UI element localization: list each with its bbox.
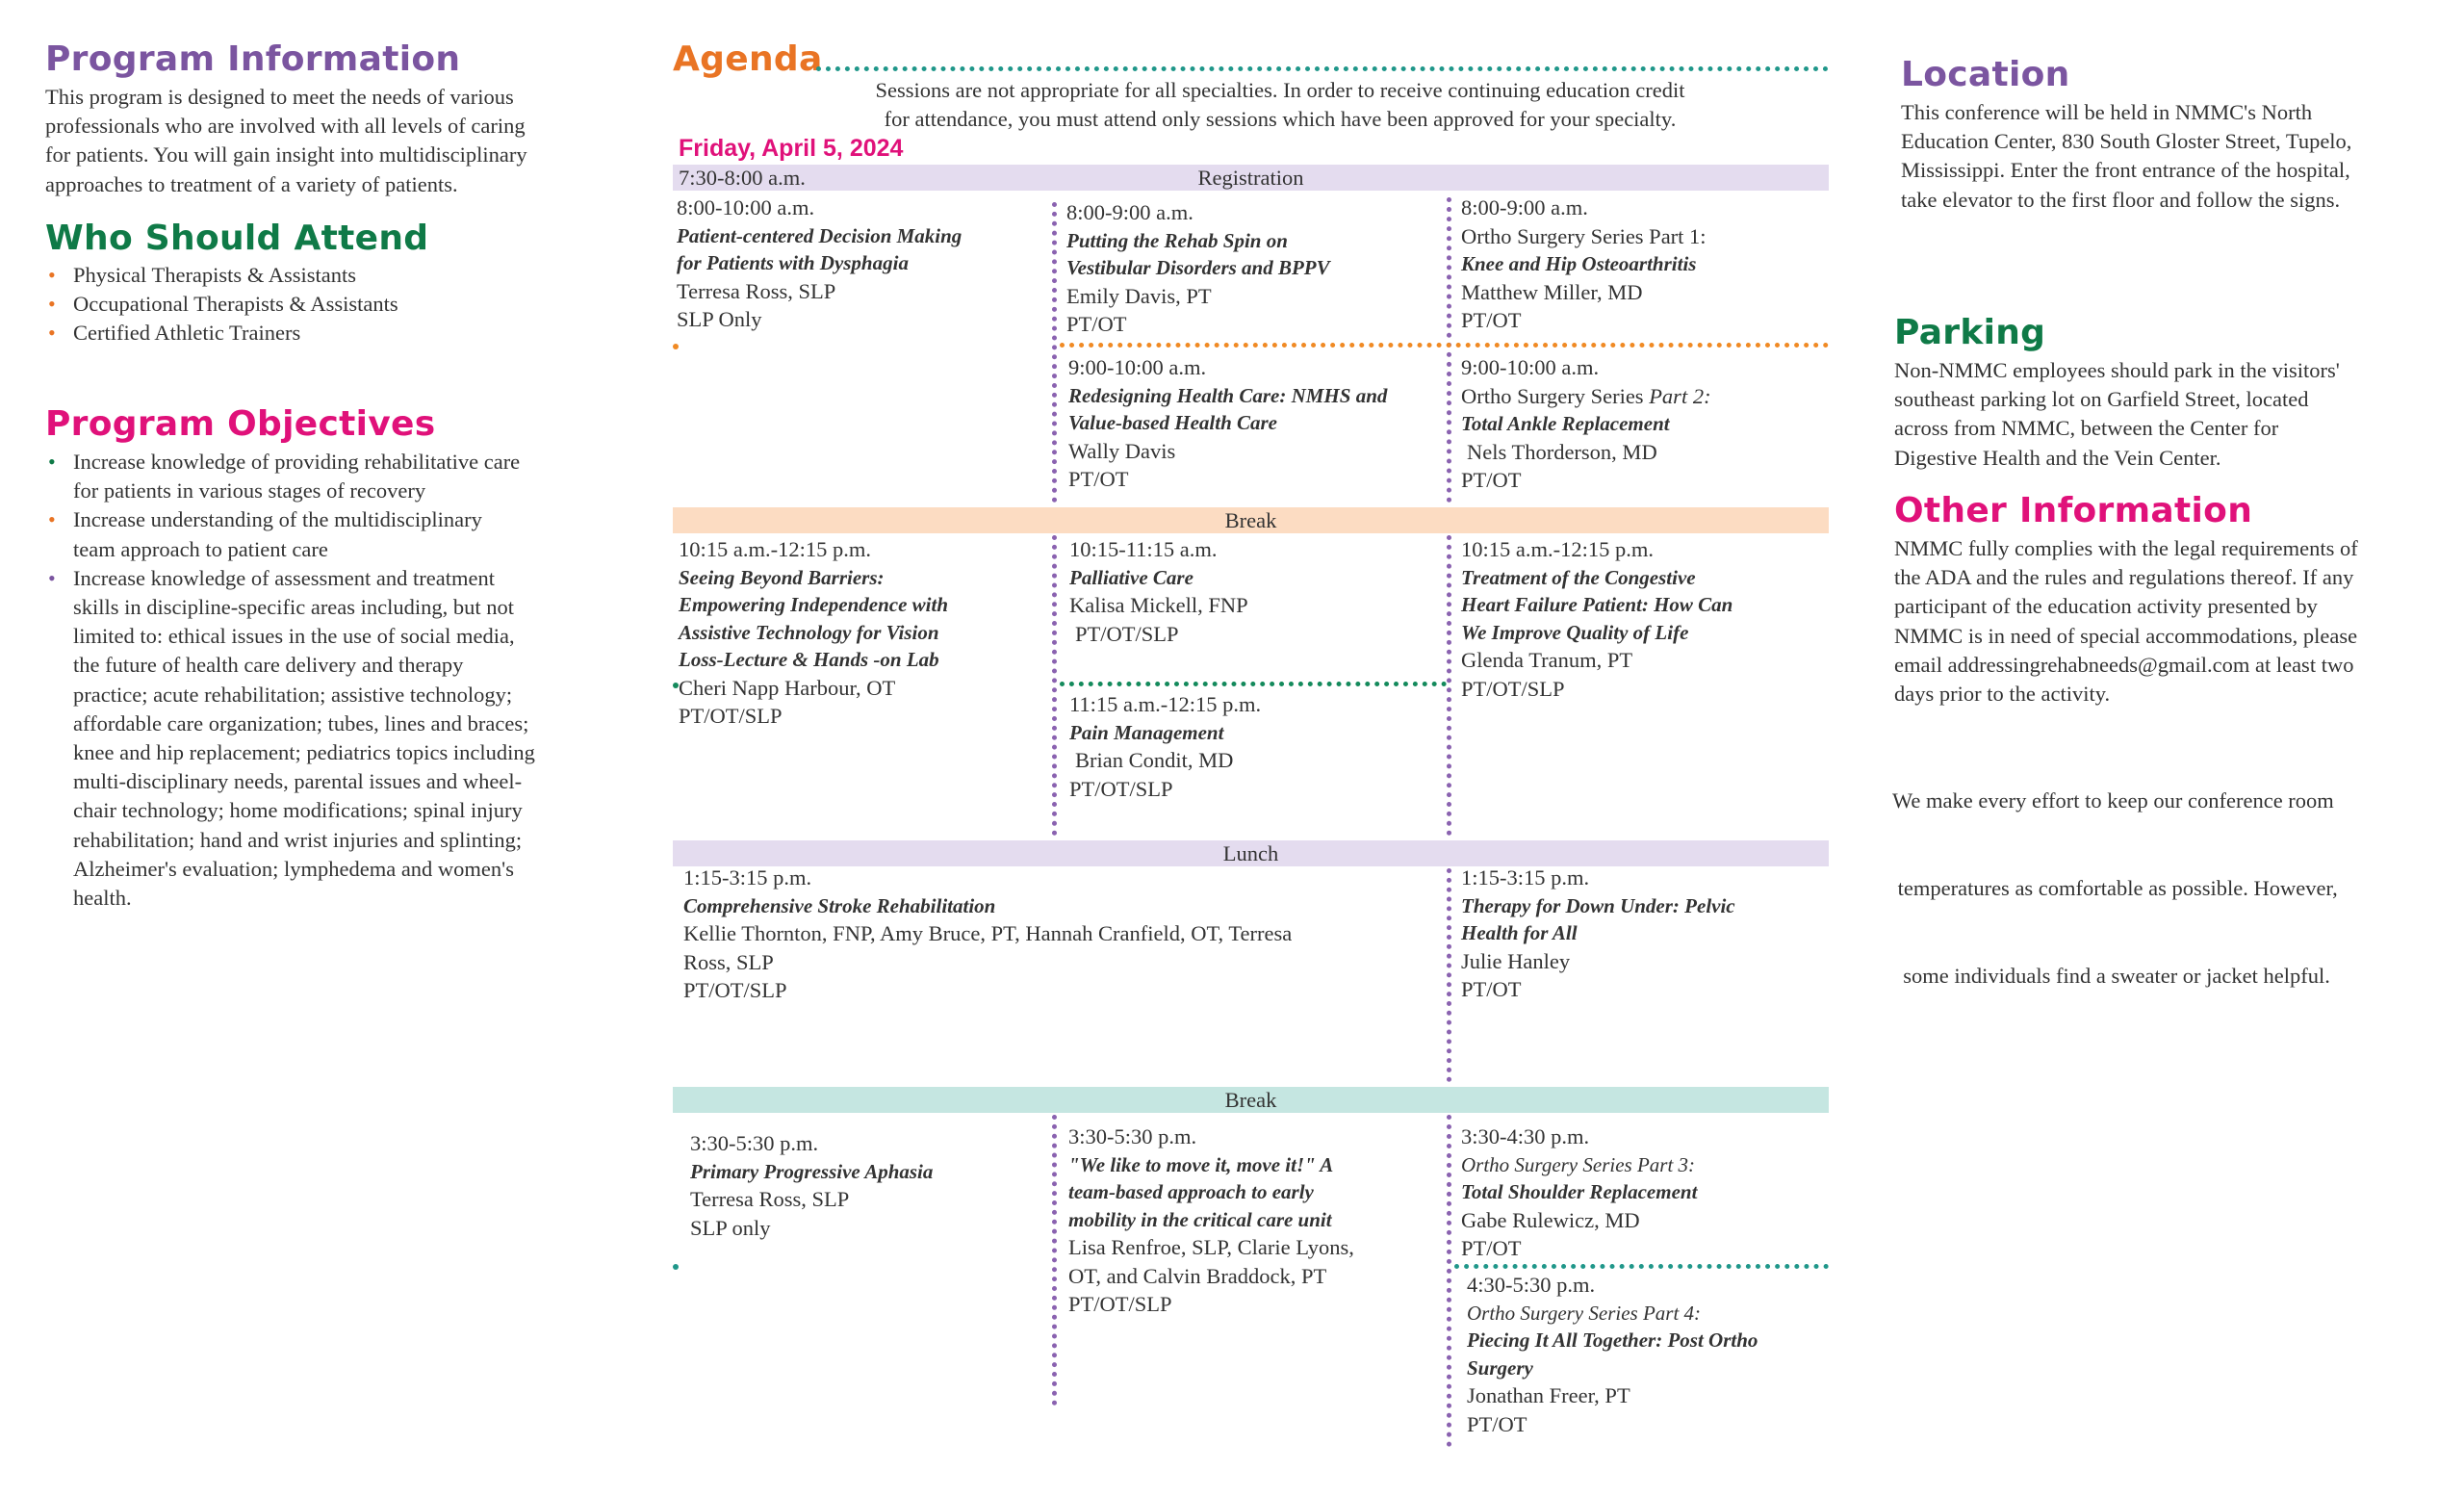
text-line: participant of the education activity presented by (1894, 594, 2318, 619)
agenda-heading: Agenda (673, 39, 823, 79)
list-item (48, 505, 626, 563)
column-divider (1447, 535, 1451, 836)
session-card (1068, 353, 1444, 494)
session-series: Ortho Surgery Series Part 1: (1461, 223, 1707, 248)
session-time: 3:30-4:30 p.m. (1461, 1124, 1590, 1148)
session-speaker: OT, and Calvin Braddock, PT (1068, 1263, 1327, 1288)
session-speaker: Kellie Thornton, FNP, Amy Bruce, PT, Hannah Cranfield, OT, Terresa (683, 921, 1293, 945)
session-card (1069, 535, 1440, 648)
session-audience: PT/OT (1068, 467, 1129, 491)
session-audience: PT/OT/SLP (683, 978, 787, 1002)
session-time: 11:15 a.m.-12:15 p.m. (1069, 692, 1262, 716)
text-line: This conference will be held in NMMC's North (1901, 100, 2313, 124)
session-card (683, 864, 1444, 1005)
registration-bar (673, 165, 1829, 191)
location-heading: Location (1901, 55, 2070, 94)
agenda-heading-rule (816, 66, 1829, 71)
text-line: This program is designed to meet the needs of various (45, 85, 514, 109)
session-speaker: Gabe Rulewicz, MD (1461, 1207, 1640, 1232)
session-card (1461, 353, 1827, 495)
list-item (48, 564, 626, 913)
text-line: • Increase knowledge of assessment and treatment (73, 565, 495, 590)
break-label: Break (1224, 508, 1277, 532)
session-speaker: Brian Condit, MD (1075, 748, 1234, 772)
session-card (1461, 1122, 1827, 1263)
text-line: knee and hip replacement; pediatrics topics including (73, 740, 535, 765)
text-line: Mississippi. Enter the front entrance of the hospital, (1901, 158, 2350, 183)
list-item: • Occupational Therapists & Assistants (48, 290, 626, 319)
registration-label: Registration (1197, 166, 1304, 190)
session-card (679, 535, 1044, 731)
session-speaker: Kalisa Mickell, FNP (1069, 593, 1248, 617)
text-line: Sessions are not appropriate for all specialties. In order to receive continuing education credit (875, 78, 1685, 102)
text-line: affordable care organization; tubes, lines and braces; (73, 710, 529, 735)
session-title: for Patients with Dysphagia (677, 251, 909, 274)
text-line: the future of health care delivery and therapy (73, 653, 464, 678)
session-audience: PT/OT/SLP (1461, 676, 1565, 701)
session-divider (1060, 343, 1829, 348)
text-line: skills in discipline-specific areas including, but not (73, 595, 515, 620)
text-line: rehabilitation; hand and wrist injuries and splinting; (73, 827, 523, 852)
session-title: Assistive Technology for Vision (679, 620, 939, 644)
session-divider (1060, 682, 1447, 686)
text-line: multi-disciplinary needs, parental issues and wheel- (73, 769, 523, 794)
text-line: approaches to treatment of a variety of patients. (45, 171, 458, 196)
text-line: the ADA and the rules and regulations thereof. If any (1894, 565, 2354, 590)
series-name: Ortho Surgery Series (1461, 383, 1650, 408)
text-line: take elevator to the first floor and follow the signs. (1901, 187, 2341, 212)
session-speaker: Terresa Ross, SLP (677, 278, 836, 303)
session-title: Loss-Lecture & Hands -on Lab (679, 648, 939, 671)
session-title: Value-based Health Care (1068, 411, 1278, 434)
session-audience: PT/OT/SLP (1068, 1292, 1172, 1316)
session-divider (1454, 1264, 1829, 1269)
column-divider (1447, 1115, 1451, 1447)
text-line: limited to: ethical issues in the use of social media, (73, 624, 515, 649)
other-information-text (1894, 534, 2452, 709)
text-line: for patients in various stages of recovery (73, 478, 426, 503)
session-title: Empowering Independence with (679, 593, 949, 616)
session-time: 3:30-5:30 p.m. (1068, 1124, 1197, 1148)
session-title: Redesigning Health Care: NMHS and (1068, 383, 1388, 407)
session-card (1069, 690, 1440, 803)
session-title: Pain Management (1069, 720, 1224, 744)
text-line: team approach to patient care (73, 536, 328, 561)
text-line: NMMC is in need of special accommodations, please (1894, 623, 2358, 648)
session-speaker: Emily Davis, PT (1066, 283, 1212, 308)
agenda-date: Friday, April 5, 2024 (679, 135, 904, 162)
session-audience: SLP Only (677, 307, 762, 331)
session-card (1461, 193, 1827, 335)
session-card (1467, 1271, 1829, 1438)
session-speaker: Matthew Miller, MD (1461, 279, 1643, 304)
text-line: We make every effort to keep our conference room (1892, 788, 2334, 813)
series-part: Part 2: (1649, 383, 1711, 408)
tick-mark (673, 344, 679, 349)
session-card (1068, 1122, 1444, 1319)
session-time: 10:15-11:15 a.m. (1069, 537, 1218, 561)
session-title: Treatment of the Congestive (1461, 565, 1696, 589)
session-audience: PT/OT (1461, 977, 1522, 1001)
text-line: chair technology; home modifications; spinal injury (73, 798, 523, 823)
text-line: across from NMMC, between the Center for (1894, 416, 2279, 441)
column-divider (1052, 535, 1057, 836)
session-speaker: Wally Davis (1068, 438, 1176, 463)
session-audience: PT/OT/SLP (1069, 776, 1173, 801)
agenda-note (732, 76, 1829, 133)
text-line: • Increase knowledge of providing rehabilitative care (73, 450, 521, 474)
text-line: southeast parking lot on Garfield Street, located (1894, 387, 2309, 412)
session-speaker: Julie Hanley (1461, 948, 1571, 973)
session-audience: PT/OT/SLP (679, 704, 783, 728)
text-line: • Increase understanding of the multidisciplinary (73, 507, 482, 532)
session-title: Therapy for Down Under: Pelvic (1461, 893, 1735, 917)
session-speaker: Glenda Tranum, PT (1461, 648, 1633, 672)
session-title: Health for All (1461, 921, 1578, 944)
session-title: Seeing Beyond Barriers: (679, 565, 885, 589)
session-speaker: Ross, SLP (683, 949, 774, 974)
column-divider (1052, 202, 1057, 503)
session-card (677, 193, 1042, 334)
text-line: for patients. You will gain insight into multidisciplinary (45, 142, 527, 168)
comfort-note (1892, 729, 2451, 1019)
session-speaker: Cheri Napp Harbour, OT (679, 675, 896, 700)
list-item (48, 448, 626, 505)
session-time: 4:30-5:30 p.m. (1467, 1273, 1596, 1297)
column-divider (1052, 1115, 1057, 1406)
text-line: health. (73, 886, 132, 911)
program-information-heading: Program Information (45, 39, 461, 79)
session-title: Comprehensive Stroke Rehabilitation (683, 893, 996, 917)
session-time: 10:15 a.m.-12:15 p.m. (679, 537, 871, 561)
objectives-list (48, 448, 626, 913)
text-line: temperatures as comfortable as possible. However, (1892, 876, 2338, 901)
session-title: We Improve Quality of Life (1461, 620, 1689, 644)
session-speaker: Nels Thorderson, MD (1467, 439, 1657, 464)
session-audience: PT/OT (1461, 308, 1522, 332)
text-line: for attendance, you must attend only sessions which have been approved for your specialty. (884, 106, 1677, 131)
session-time: 3:30-5:30 p.m. (690, 1131, 819, 1155)
session-title: Total Shoulder Replacement (1461, 1180, 1698, 1203)
lunch-label: Lunch (1222, 841, 1279, 865)
session-card (1461, 535, 1827, 703)
break-label: Break (1224, 1088, 1277, 1112)
session-title: mobility in the critical care unit (1068, 1207, 1332, 1231)
session-time: 8:00-9:00 a.m. (1461, 195, 1588, 219)
session-title: Putting the Rehab Spin on (1066, 228, 1288, 252)
session-time: 1:15-3:15 p.m. (683, 865, 812, 890)
session-series: Ortho Surgery Series Part 4: (1467, 1301, 1702, 1325)
text-line: Education Center, 830 South Gloster Street, Tupelo, (1901, 129, 2352, 154)
session-title: Total Ankle Replacement (1461, 412, 1670, 435)
session-title: Piecing It All Together: Post Ortho (1467, 1328, 1758, 1352)
break-bar (673, 1087, 1829, 1113)
column-divider (1447, 197, 1451, 503)
session-title: Heart Failure Patient: How Can (1461, 593, 1733, 616)
session-audience: SLP only (690, 1215, 771, 1240)
text-line: professionals who are involved with all levels of caring (45, 114, 526, 139)
program-information-text (45, 83, 623, 199)
tick-mark (673, 1264, 679, 1270)
registration-time: 7:30-8:00 a.m. (679, 166, 806, 190)
lunch-bar (673, 840, 1829, 866)
attendee-list (48, 261, 626, 348)
session-audience: PT/OT (1467, 1411, 1527, 1436)
list-item: • Physical Therapists & Assistants (48, 261, 626, 290)
session-time: 9:00-10:00 a.m. (1068, 355, 1207, 379)
session-title: Knee and Hip Osteoarthritis (1461, 252, 1697, 275)
session-time: 10:15 a.m.-12:15 p.m. (1461, 537, 1654, 561)
session-title: Palliative Care (1069, 565, 1194, 589)
who-should-attend-heading: Who Should Attend (45, 219, 429, 258)
list-item: • Certified Athletic Trainers (48, 319, 626, 348)
session-speaker: Lisa Renfroe, SLP, Clarie Lyons, (1068, 1235, 1354, 1259)
text-line: NMMC fully complies with the legal requirements of (1894, 536, 2358, 560)
text-line: email addressingrehabneeds@gmail.com at least two (1894, 652, 2354, 677)
parking-heading: Parking (1894, 313, 2046, 352)
session-time: 1:15-3:15 p.m. (1461, 865, 1590, 890)
session-speaker: Jonathan Freer, PT (1467, 1383, 1630, 1407)
text-line: days prior to the activity. (1894, 682, 2111, 707)
column-divider (1447, 868, 1451, 1082)
session-card (1461, 864, 1827, 1004)
text-line: practice; acute rehabilitation; assistive technology; (73, 682, 513, 707)
session-audience: PT/OT (1066, 312, 1127, 336)
break-bar (673, 507, 1829, 533)
session-time: 9:00-10:00 a.m. (1461, 355, 1600, 379)
other-information-heading: Other Information (1894, 491, 2253, 530)
program-objectives-heading: Program Objectives (45, 404, 436, 444)
text-line: Alzheimer's evaluation; lymphedema and women's (73, 856, 514, 881)
text-line: Digestive Health and the Vein Center. (1894, 445, 2221, 470)
text-line: Non-NMMC employees should park in the visitors' (1894, 358, 2340, 382)
session-title: team-based approach to early (1068, 1180, 1314, 1203)
session-card (690, 1129, 1046, 1242)
session-title: Primary Progressive Aphasia (690, 1159, 934, 1183)
session-title: Surgery (1467, 1355, 1533, 1380)
text-line: some individuals find a sweater or jacket helpful. (1892, 963, 2330, 988)
session-series: Ortho Surgery Series Part 3: (1461, 1152, 1696, 1176)
session-card (1066, 198, 1442, 339)
session-audience: PT/OT (1461, 468, 1522, 492)
session-series (1461, 382, 1827, 411)
session-audience: PT/OT/SLP (1075, 621, 1179, 646)
session-audience: PT/OT (1461, 1236, 1522, 1260)
session-speaker: Terresa Ross, SLP (690, 1187, 850, 1211)
session-time: 8:00-9:00 a.m. (1066, 200, 1194, 224)
parking-text (1894, 356, 2443, 473)
session-time: 8:00-10:00 a.m. (677, 195, 815, 219)
session-title: Patient-centered Decision Making (677, 223, 962, 247)
location-text (1901, 98, 2450, 215)
session-title: "We like to move it, move it!" A (1068, 1152, 1334, 1176)
session-title: Vestibular Disorders and BPPV (1066, 256, 1330, 279)
